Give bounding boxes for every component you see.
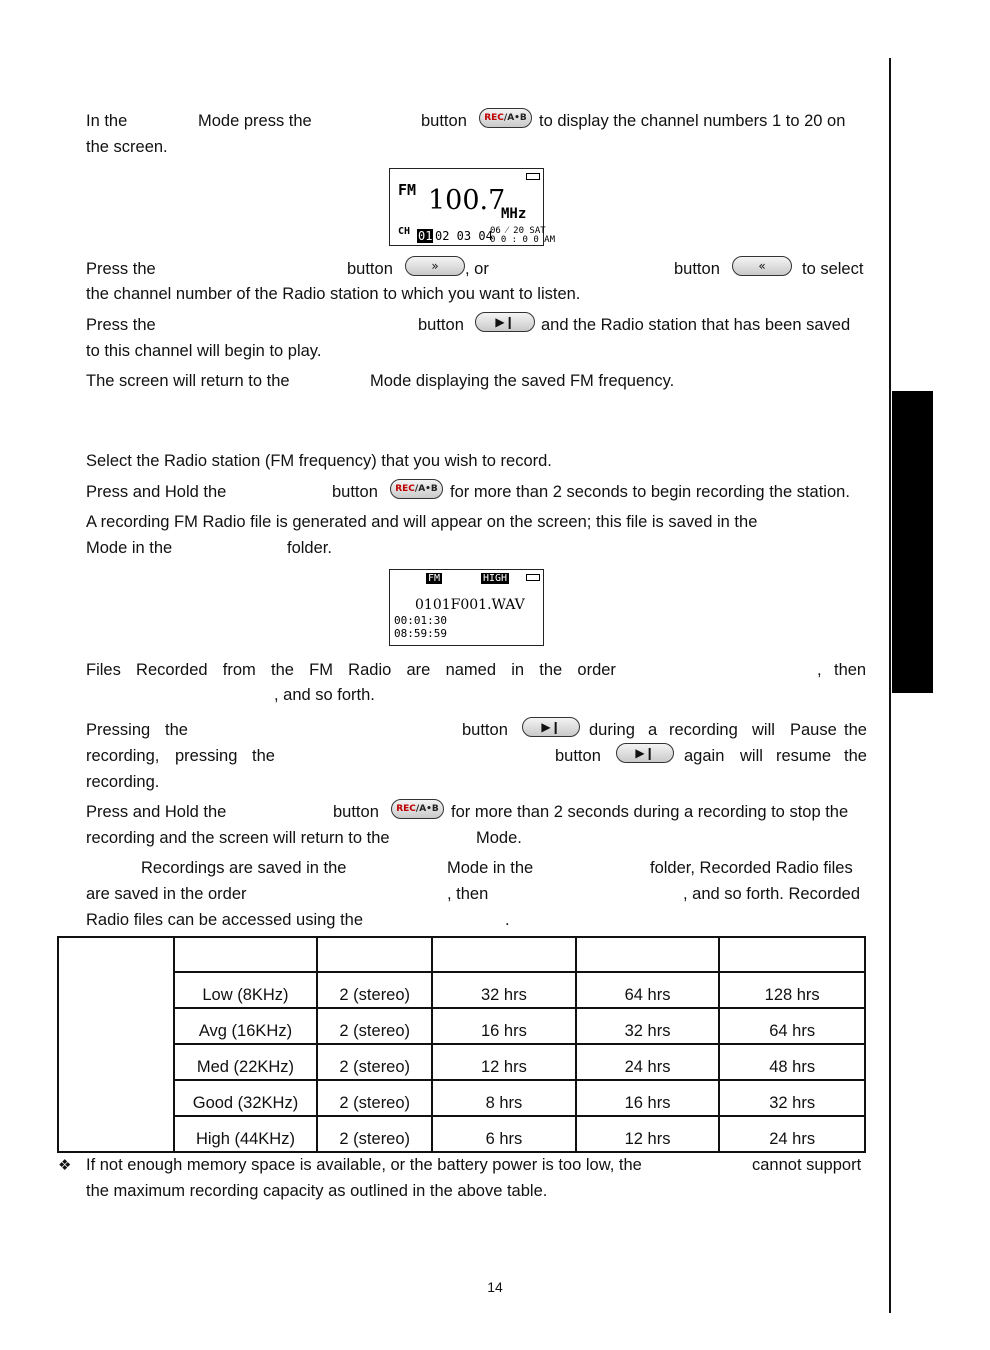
p1-text-b: Mode press the bbox=[198, 112, 312, 130]
table-header-row bbox=[58, 937, 865, 972]
p9-b: the bbox=[165, 721, 188, 739]
lcd-total-time: 08:59:59 bbox=[394, 627, 447, 640]
table-row bbox=[58, 1116, 865, 1152]
table-row bbox=[58, 1080, 865, 1116]
p11-text-h: . bbox=[505, 911, 510, 929]
p8-then: then bbox=[834, 661, 867, 679]
quality-cell: High (44KHz) bbox=[174, 1116, 318, 1152]
play-button-icon: ▶❙ bbox=[522, 717, 580, 737]
capacity-cell: 16 hrs bbox=[432, 1008, 576, 1044]
p7-text-c: folder. bbox=[287, 539, 332, 557]
capacity-cell: 6 hrs bbox=[432, 1116, 576, 1152]
section-tab bbox=[892, 391, 933, 693]
capacity-cell: 24 hrs bbox=[719, 1116, 865, 1152]
lcd-quality-badge: HIGH bbox=[483, 573, 508, 584]
p7-text-b: Mode in the bbox=[86, 539, 173, 557]
p8-comma: , bbox=[817, 661, 822, 679]
lcd-frequency: 100.7 bbox=[428, 185, 506, 216]
lcd-ch-selected: 01 bbox=[418, 229, 433, 243]
table-row bbox=[58, 972, 865, 1008]
quality-cell: Good (32KHz) bbox=[174, 1080, 318, 1116]
p3-text-c: and the Radio station that has been saved bbox=[541, 316, 851, 334]
p3-text-d: to this channel will begin to play. bbox=[86, 342, 322, 360]
capacity-cell: 12 hrs bbox=[576, 1116, 720, 1152]
p9-c: button bbox=[462, 721, 508, 739]
p3-text-a: Press the bbox=[86, 316, 156, 334]
p9-n: again bbox=[684, 747, 725, 765]
p9-p: resume bbox=[776, 747, 832, 765]
p2-text-c: , or bbox=[465, 260, 489, 278]
p9-k: pressing bbox=[175, 747, 238, 765]
p4-text-b: Mode displaying the saved FM frequency. bbox=[370, 372, 675, 390]
p2-text-f: the channel number of the Radio station to which you want to listen. bbox=[86, 285, 581, 303]
recording-capacity-table bbox=[57, 936, 866, 1153]
p11-text-b: Mode in the bbox=[447, 859, 534, 877]
lcd-recording-screen bbox=[389, 569, 544, 646]
channels-cell: 2 (stereo) bbox=[317, 1116, 432, 1152]
p9-h: Pause bbox=[790, 721, 837, 739]
p10-text-d: recording and the screen will return to the bbox=[86, 829, 390, 847]
capacity-cell: 32 hrs bbox=[432, 972, 576, 1008]
battery-icon bbox=[526, 173, 540, 180]
channels-cell: 2 (stereo) bbox=[317, 972, 432, 1008]
p9-d: during bbox=[589, 721, 635, 739]
channels-cell: 2 (stereo) bbox=[317, 1080, 432, 1116]
p8-text-b: , and so forth. bbox=[274, 686, 375, 704]
capacity-cell: 8 hrs bbox=[432, 1080, 576, 1116]
quality-cell: Med (22KHz) bbox=[174, 1044, 318, 1080]
lcd-elapsed-time: 00:01:30 bbox=[394, 614, 447, 627]
rec-ab-button-icon: REC / A•B bbox=[391, 799, 444, 819]
p10-text-c: for more than 2 seconds during a recording to stop the bbox=[451, 803, 849, 821]
p6-text-b: button bbox=[332, 483, 378, 501]
p2-text-d: button bbox=[674, 260, 720, 278]
rec-ab-button-icon: REC / A•B bbox=[390, 479, 443, 499]
p1-text-d: to display the channel numbers 1 to 20 on bbox=[539, 112, 846, 130]
channels-cell: 2 (stereo) bbox=[317, 1044, 432, 1080]
capacity-cell: 128 hrs bbox=[719, 972, 865, 1008]
p2-text-a: Press the bbox=[86, 260, 156, 278]
note-text-c: the maximum recording capacity as outlined in the above table. bbox=[86, 1182, 548, 1200]
battery-icon bbox=[526, 574, 540, 581]
p7-text-a: A recording FM Radio file is generated and will appear on the screen; this file is saved in the bbox=[86, 513, 758, 531]
p9-a: Pressing bbox=[86, 721, 151, 739]
quality-cell: Avg (16KHz) bbox=[174, 1008, 318, 1044]
lcd-ch-rest: 02 03 04 bbox=[435, 229, 493, 243]
p2-text-e: to select bbox=[802, 260, 864, 278]
table-header-cell bbox=[317, 937, 432, 972]
capacity-cell: 12 hrs bbox=[432, 1044, 576, 1080]
p2-text-b: button bbox=[347, 260, 393, 278]
capacity-cell: 16 hrs bbox=[576, 1080, 720, 1116]
lcd-ch-label: CH bbox=[398, 226, 411, 237]
capacity-cell: 48 hrs bbox=[719, 1044, 865, 1080]
next-button-icon: » bbox=[405, 256, 465, 276]
table-side-cell bbox=[58, 937, 174, 1152]
table-row bbox=[58, 1008, 865, 1044]
p11-text-e: , then bbox=[447, 885, 489, 903]
p11-text-f: , and so forth. Recorded bbox=[683, 885, 861, 903]
p5-text-a: Select the Radio station (FM frequency) that you wish to record. bbox=[86, 452, 552, 470]
table-header-cell bbox=[576, 937, 720, 972]
capacity-cell: 32 hrs bbox=[576, 1008, 720, 1044]
p9-m: button bbox=[555, 747, 601, 765]
capacity-cell: 64 hrs bbox=[576, 972, 720, 1008]
play-button-icon: ▶❙ bbox=[616, 743, 674, 763]
p9-e: a bbox=[648, 721, 658, 739]
note-text-a: If not enough memory space is available, or the battery power is too low, the bbox=[86, 1156, 642, 1174]
capacity-cell: 32 hrs bbox=[719, 1080, 865, 1116]
p10-text-b: button bbox=[333, 803, 379, 821]
page-right-rule bbox=[889, 58, 891, 1313]
p9-f: recording bbox=[669, 721, 738, 739]
p9-q: the bbox=[844, 747, 867, 765]
table-header-cell bbox=[719, 937, 865, 972]
p10-text-a: Press and Hold the bbox=[86, 803, 227, 821]
p9-l: the bbox=[252, 747, 275, 765]
note-text-b: cannot support bbox=[752, 1156, 862, 1174]
p1-text-a: In the bbox=[86, 112, 128, 130]
note-bullet-icon: ❖ bbox=[58, 1156, 72, 1174]
table-header-cell bbox=[432, 937, 576, 972]
p9-i: the bbox=[844, 721, 867, 739]
p9-g: will bbox=[752, 721, 775, 739]
page-number: 14 bbox=[487, 1279, 503, 1295]
p11-text-a: Recordings are saved in the bbox=[141, 859, 347, 877]
lcd-date: 06 ⁄ 20 SAT bbox=[490, 226, 546, 236]
capacity-cell: 64 hrs bbox=[719, 1008, 865, 1044]
lcd-band-label: FM bbox=[398, 181, 417, 199]
lcd-file-name: 0101F001.WAV bbox=[415, 597, 525, 613]
p6-text-a: Press and Hold the bbox=[86, 483, 227, 501]
table-header-cell bbox=[174, 937, 318, 972]
prev-button-icon: « bbox=[732, 256, 792, 276]
table-row bbox=[58, 1044, 865, 1080]
p3-text-b: button bbox=[418, 316, 464, 334]
p1-text-c: button bbox=[421, 112, 467, 130]
rec-ab-button-icon: REC / A•B bbox=[479, 108, 532, 128]
lcd-time: 0 0 : 0 0 AM bbox=[490, 235, 556, 245]
channels-cell: 2 (stereo) bbox=[317, 1008, 432, 1044]
play-button-icon: ▶❙ bbox=[475, 312, 535, 332]
p11-text-d: are saved in the order bbox=[86, 885, 247, 903]
p8-line-1: Files Recorded from the FM Radio are named in the order bbox=[86, 661, 616, 679]
p9-r: recording. bbox=[86, 773, 160, 791]
p10-text-e: Mode. bbox=[476, 829, 522, 847]
p9-o: will bbox=[740, 747, 763, 765]
p11-text-c: folder, Recorded Radio files bbox=[650, 859, 853, 877]
capacity-cell: 24 hrs bbox=[576, 1044, 720, 1080]
lcd-fm-badge: FM bbox=[428, 573, 441, 584]
quality-cell: Low (8KHz) bbox=[174, 972, 318, 1008]
p4-text-a: The screen will return to the bbox=[86, 372, 290, 390]
p6-text-c: for more than 2 seconds to begin recording the station. bbox=[450, 483, 850, 501]
p9-j: recording, bbox=[86, 747, 160, 765]
p11-text-g: Radio files can be accessed using the bbox=[86, 911, 364, 929]
lcd-fm-screen bbox=[389, 168, 556, 246]
lcd-unit: MHz bbox=[501, 206, 527, 222]
p1-text-e: the screen. bbox=[86, 138, 168, 156]
